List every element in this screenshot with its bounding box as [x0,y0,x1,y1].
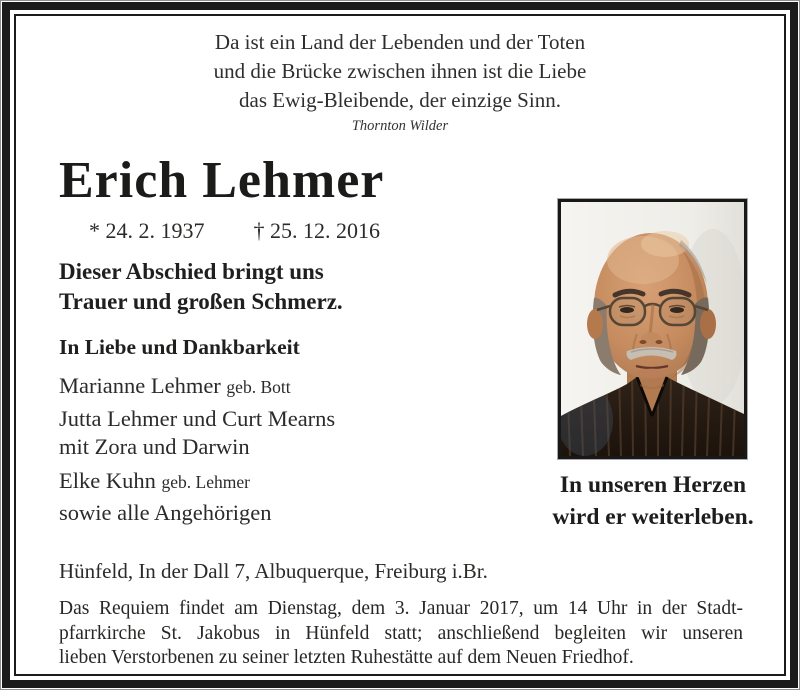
mourner-name: Jutta Lehmer und Curt Mearns [59,406,336,431]
announcement-line-1: Das Requiem findet am Dienstag, dem 3. Januar 2017, um 14 Uhr in der Stadt- [59,598,743,619]
funeral-announcement [59,597,743,671]
mourner-daughter [59,467,250,496]
mourner-relatives [59,499,271,527]
remembrance-message [545,469,761,533]
tribute-line: In Liebe und Dankbarkeit [59,335,300,359]
opening-quote [1,28,799,135]
death-date: † 25. 12. 2016 [253,218,380,243]
mourner-maiden-name: geb. Lehmer [161,472,250,492]
portrait-photo [558,199,747,459]
remembrance-line-2: wird er weiterleben. [552,504,754,530]
mourner-name: Marianne Lehmer [59,373,221,398]
portrait-illustration [561,202,744,456]
mourner-children: mit Zora und Darwin [59,434,250,459]
deceased-name: Erich Lehmer [59,152,385,209]
mourner-wife [59,372,291,401]
remembrance-line-1: In unseren Herzen [559,472,747,498]
mourner-daughter-family [59,405,335,461]
farewell-line-1: Dieser Abschied bringt uns [59,259,324,284]
life-dates [89,218,380,244]
mourner-name: Elke Kuhn [59,468,156,493]
announcement-line-2: pfarrkirche St. Jakobus in Hünfeld statt; anschließend begleiten wir unseren [59,622,743,644]
family-locations: Hünfeld, In der Dall 7, Albuquerque, Freiburg i.Br. [59,559,488,583]
mourner-name: sowie alle Angehörigen [59,500,272,525]
quote-line-2: und die Brücke zwischen ihnen ist die Liebe [213,59,587,83]
quote-line-1: Da ist ein Land der Lebenden und der Toten [214,30,586,54]
quote-line-3: das Ewig-Bleibende, der einzige Sinn. [239,88,561,112]
mourner-maiden-name: geb. Bott [226,377,291,397]
farewell-line-2: Trauer und großen Schmerz. [59,289,343,314]
quote-attribution: Thornton Wilder [351,118,449,134]
birth-date: * 24. 2. 1937 [89,218,205,243]
announcement-line-3: lieben Verstorbenen zu seiner letzten Ruhestätte auf dem Neuen Friedhof. [59,647,634,668]
farewell-message [59,257,343,317]
